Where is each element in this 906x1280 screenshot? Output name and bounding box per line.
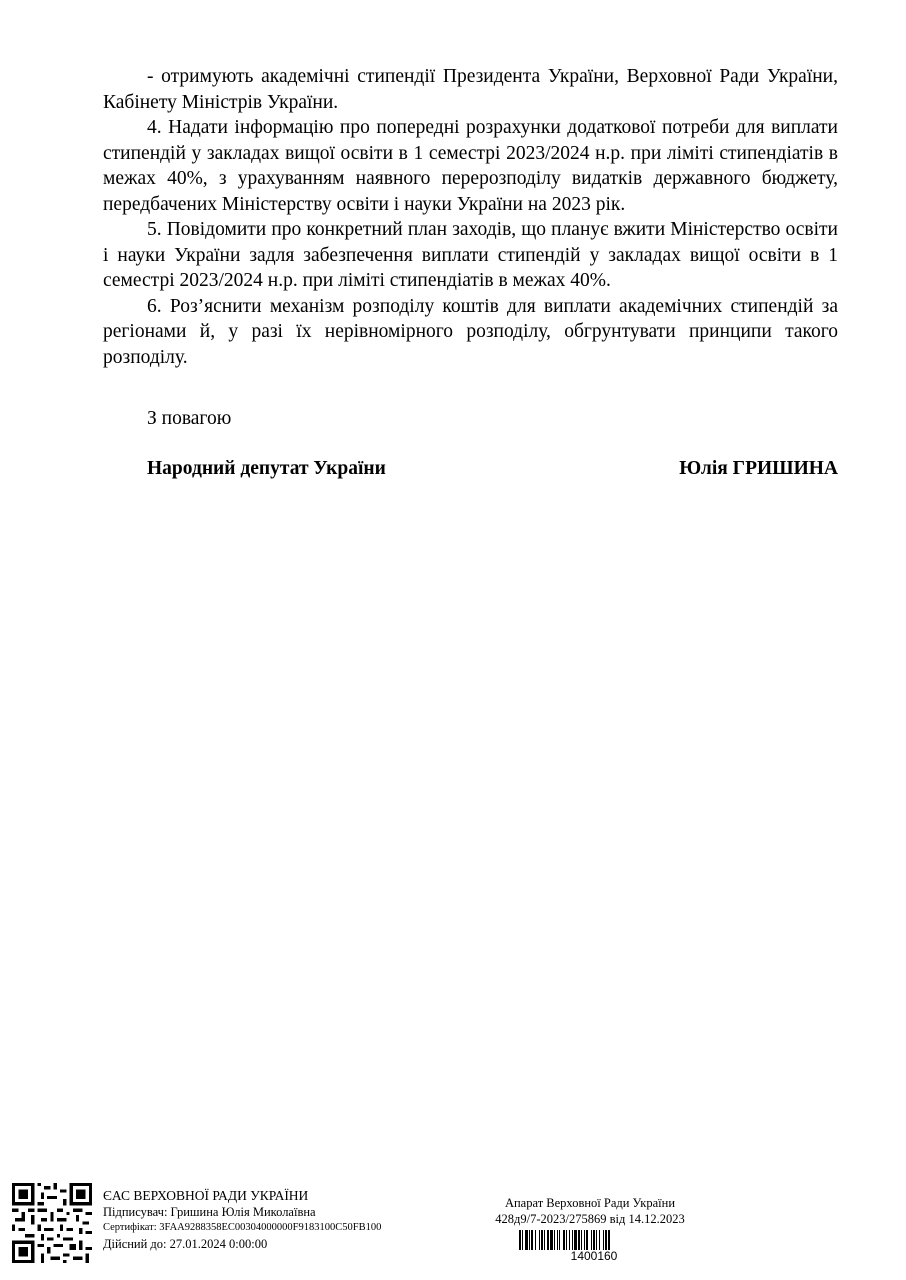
qr-code-icon [12,1183,92,1263]
registry-org: Апарат Верховної Ради України [504,1196,676,1210]
paragraph-item-6: 6. Роз’яснити механізм розподілу коштів для виплати академічних стипендій за регіонами й, у разі їх нерівномірного розподілу, обгрунтувати принципи такого розподілу. [103,295,838,368]
eds-title: ЄАС ВЕРХОВНОЇ РАДИ УКРАЇНИ [103,1188,309,1203]
closing-regards: З повагою [147,408,232,429]
letter-body [103,64,838,370]
signer-name: Юлія ГРИШИНА [679,458,838,479]
signer-title: Народний депутат України [147,458,386,479]
registry-number: 428д9/7-2023/275869 від 14.12.2023 [495,1212,685,1226]
eds-signer: Підписувач: Гришина Юлія Миколаївна [103,1205,316,1219]
paragraph-recipients: - отримують академічні стипендії Президента України, Верховної Ради України, Кабінету Міністрів України. [103,66,838,113]
eds-certificate: Сертифікат: 3FAA9288358EC00304000000F9183100C50FB100 [103,1222,382,1233]
paragraph-item-5: 5. Повідомити про конкретний план заходів, що планує вжити Міністерство освіти і науки України задля забезпечення виплати стипендій у закладах вищої освіти в 1 семестрі 2023/2024 н.р. при ліміті стипендіатів в межах 40%. [103,219,838,291]
barcode-number: 1400160 [570,1249,618,1263]
registry-stamp [480,1195,700,1227]
barcode-icon [519,1230,669,1250]
paragraph-item-4: 4. Надати інформацію про попередні розрахунки додаткової потреби для виплати стипендій у закладах вищої освіти в 1 семестрі 2023/2024 н.р. при ліміті стипендіатів в межах 40%, з урахуванням наявного перерозподілу видатків державного бюджету, передбачених Міністерству освіти і науки України на 2023 рік. [103,117,838,215]
eds-valid-until: Дійсний до: 27.01.2024 0:00:00 [103,1237,268,1251]
eds-signature-block [103,1187,381,1253]
